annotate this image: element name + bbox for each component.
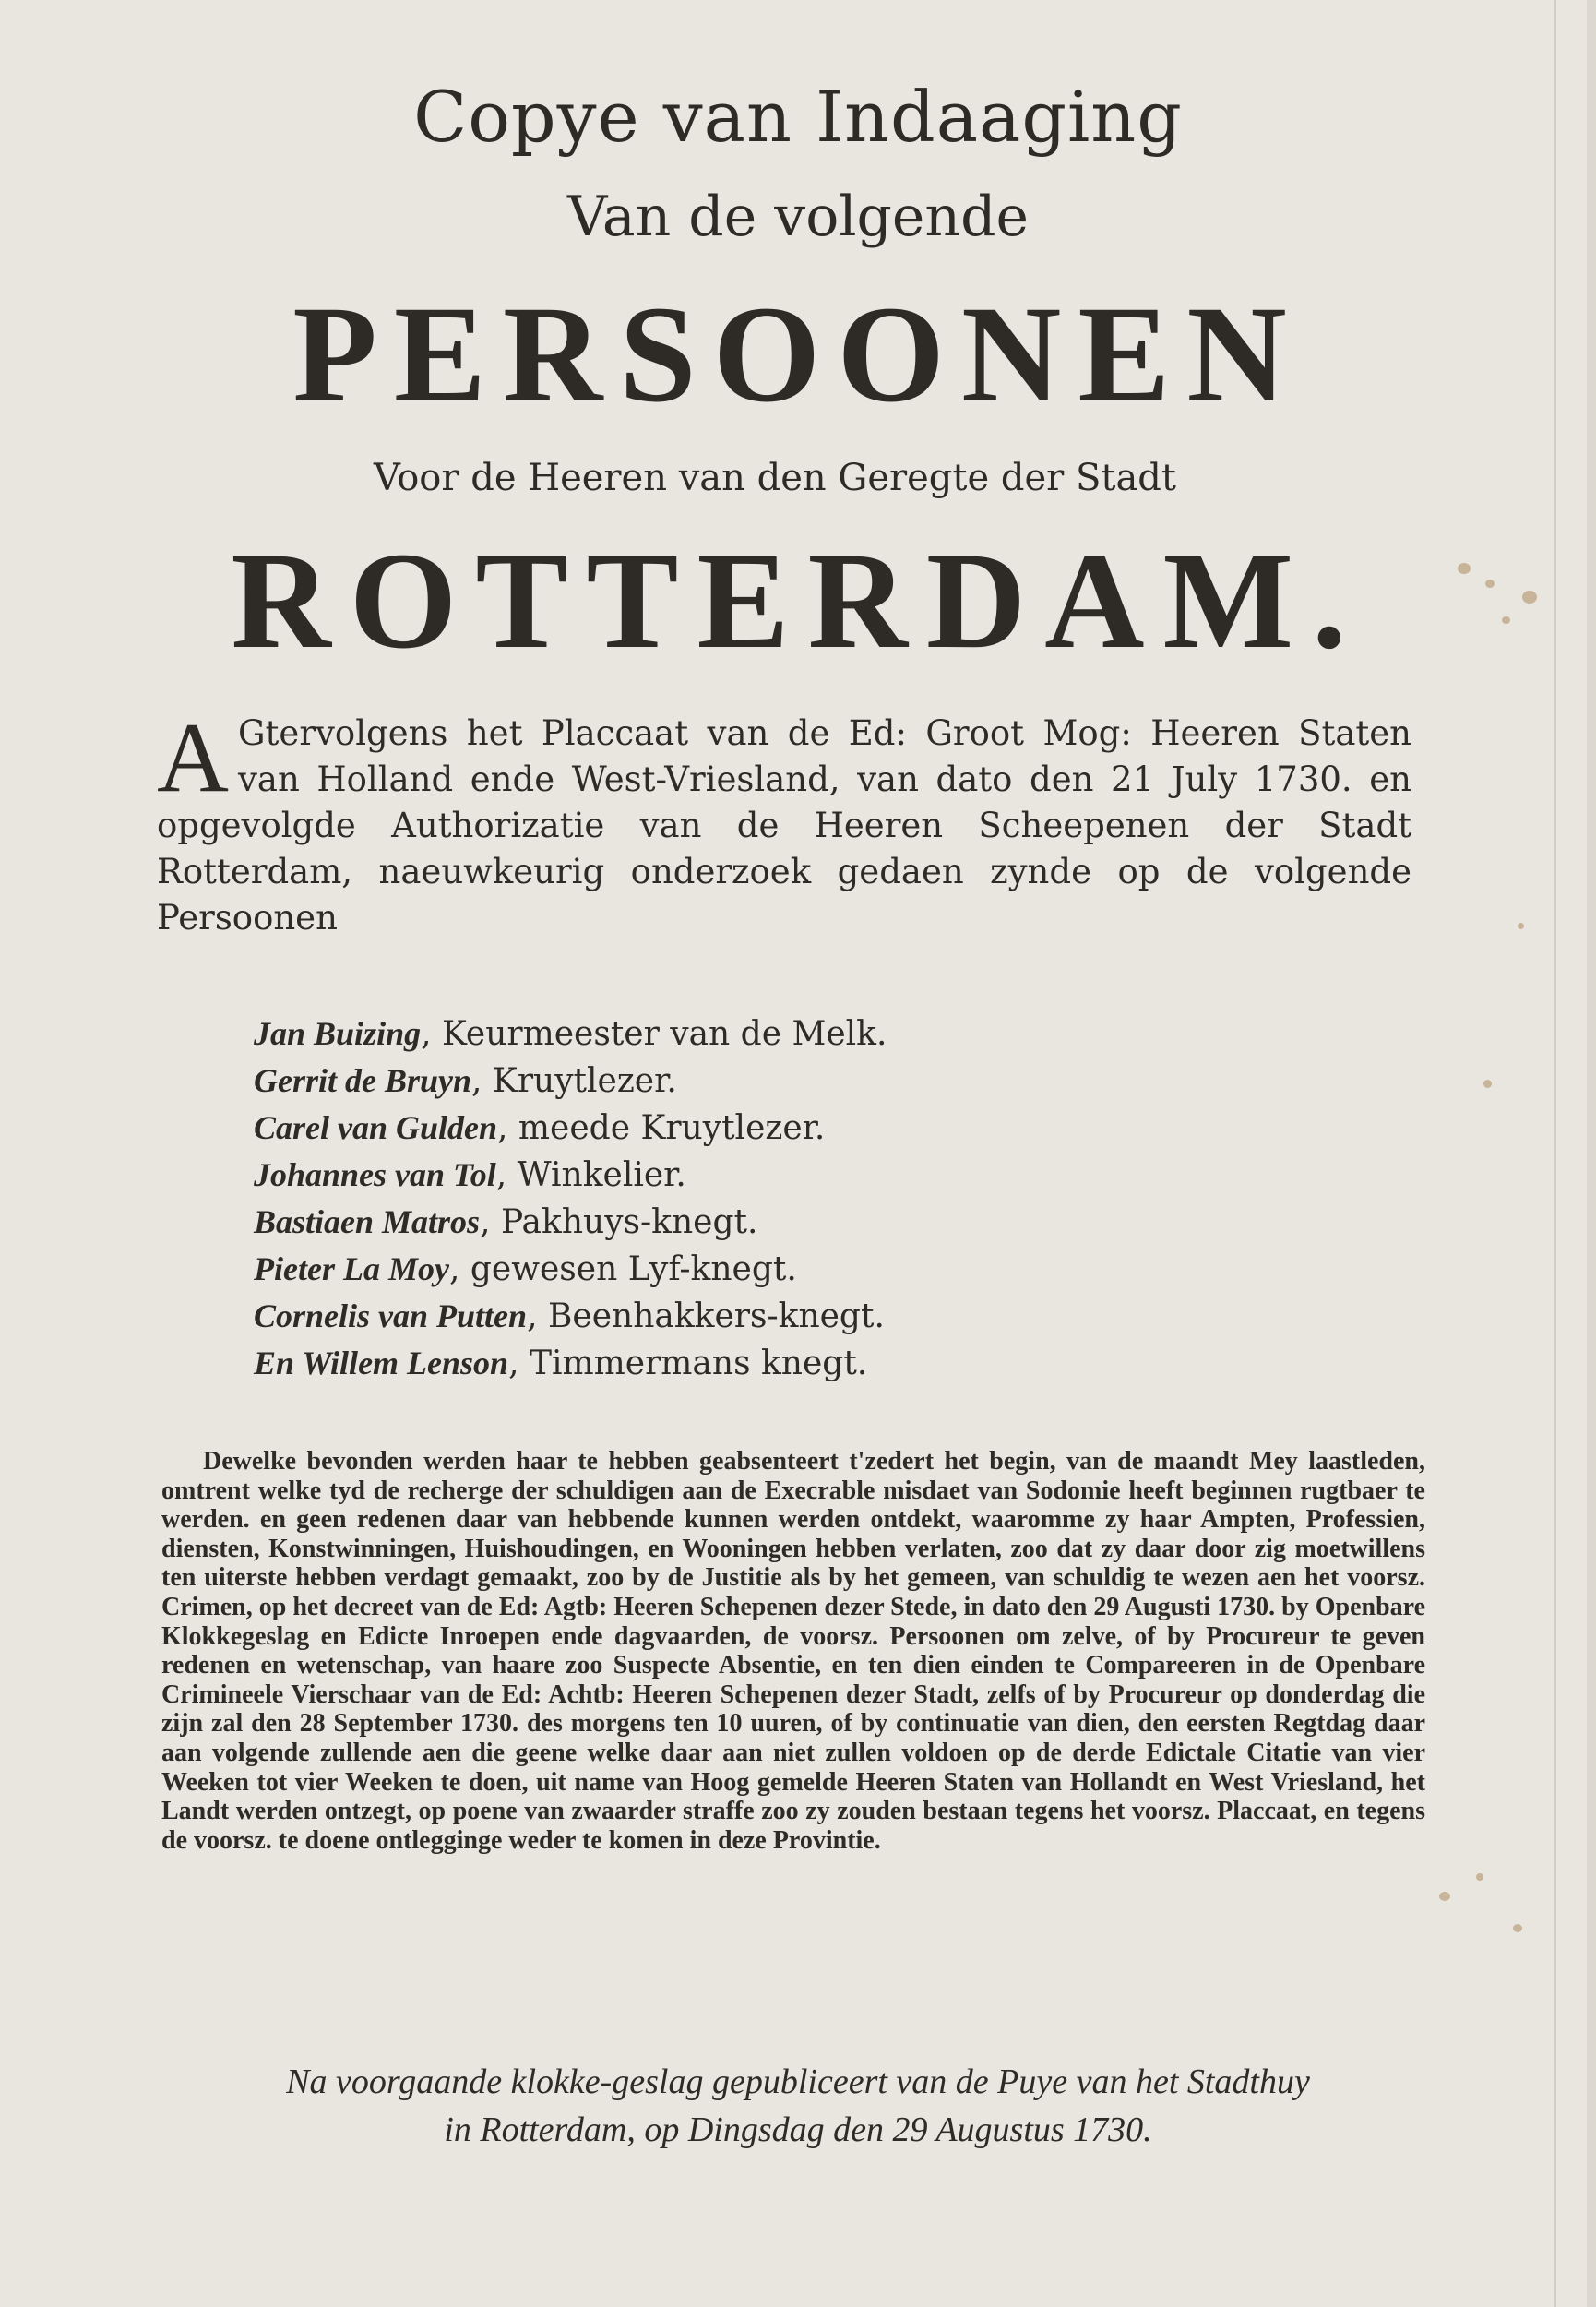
- person-entry: [254, 1010, 1176, 1058]
- person-entry: [254, 1199, 1176, 1246]
- persons-list: [254, 1010, 1176, 1387]
- heading-persoonen: PERSOONEN: [292, 278, 1304, 431]
- foxing-spot: [1513, 1924, 1522, 1932]
- foxing-spot: [1483, 1080, 1492, 1088]
- person-role: , Kruytlezer.: [471, 1062, 677, 1100]
- person-name: Gerrit de Bruyn: [254, 1062, 472, 1099]
- person-name: En Willem Lenson: [254, 1345, 509, 1381]
- person-name: Bastiaen Matros: [254, 1203, 481, 1240]
- publication-note: [0, 2058, 1596, 2154]
- person-role: , gewesen Lyf-knegt.: [448, 1250, 797, 1288]
- publication-note-line-2: in Rotterdam, op Dingsdag den 29 Augustus 1730.: [444, 2110, 1152, 2149]
- person-role: , Beenhakkers-knegt.: [527, 1297, 885, 1335]
- person-role: , Winkelier.: [495, 1156, 686, 1194]
- person-entry: [254, 1340, 1176, 1387]
- drop-cap-letter: A: [157, 703, 229, 813]
- person-role: , meede Kruytlezer.: [497, 1109, 826, 1147]
- person-role: , Pakhuys-knegt.: [480, 1203, 758, 1241]
- person-role: , Timmermans knegt.: [508, 1345, 868, 1382]
- person-name: Cornelis van Putten: [254, 1297, 528, 1334]
- heading-copye: Copye van Indaaging: [413, 76, 1183, 158]
- person-name: Jan Buizing: [254, 1015, 422, 1052]
- foxing-spot: [1518, 923, 1524, 929]
- heading-van-de-volgende: Van de volgende: [567, 185, 1029, 249]
- intro-paragraph: [157, 703, 1411, 941]
- person-entry: [254, 1058, 1176, 1105]
- person-entry: [254, 1246, 1176, 1293]
- person-role: , Keurmeester van de Melk.: [421, 1015, 887, 1053]
- summons-paragraph: Dewelke bevonden werden haar te hebben geabsenteert t'zedert het begin, van de maandt Mey laastleden, omtrent welke tyd de recherge der schuldigen aan de Execrable misdaet van Sodomie heeft beginnen rugtbaer te werden. en geen redenen daar van hebbende kunnen werden ontdekt, waaromme zy haar Ampten, Professien, diensten, Konstwinningen, Huishoudingen, en Wooningen hebben verlaten, zoo dat zy daar door zig moetwillens ten uiterste hebben verdagt gemaakt, zoo by de Justitie als by het gemeen, van schuldig te wezen aen het voorsz. Crimen, op het decreet van de Ed: Agtb: Heeren Schepenen dezer Stede, in dato den 29 Augusti 1730. by Openbare Klokkegeslag en Edicte Inroepen ende dagvaarden, de voorsz. Persoonen om zelve, of by Procureur te geven redenen en wetenschap, van haare zoo Suspecte Absentie, en ten dien einden te Compareeren in de Openbare Crimineele Vierschaar van de Ed: Achtb: Heeren Schepenen dezer Stadt, zelfs of by Procureur op donderdag die zijn zal den 28 September 1730. des morgens ten 10 uuren, of by continuatie van dien, den eersten Regtdag daar aan volgende zullende aen die geene welke daar aan niet zullen voldoen op de derde Edictale Citatie van vier Weeken tot vier Weeken te doen, uit name van Hoog gemelde Heeren Staten van Hollandt en West Vriesland, het Landt werden ontzegt, op poene van zwaarder straffe zoo zy zouden bestaan tegens het voorsz. Placcaat, en tegens de voorsz. te doene ontlegginge weder te komen in deze Provintie.: [161, 1447, 1425, 1855]
- heading-rotterdam: ROTTERDAM.: [231, 524, 1365, 677]
- person-name: Pieter La Moy: [254, 1250, 449, 1287]
- intro-text: Gtervolgens het Placcaat van de Ed: Groot Mog: Heeren Staten van Holland ende West-Vriesland, van dato den 21 July 1730. en opgevolgde Authorizatie van de Heeren Scheepenen der Stadt Rotterdam, naeuwkeurig onderzoek gedaen zynde op de volgende Persoonen: [157, 713, 1411, 938]
- person-entry: [254, 1152, 1176, 1199]
- foxing-spot: [1476, 1873, 1483, 1881]
- person-name: Carel van Gulden: [254, 1109, 498, 1146]
- foxing-spot: [1439, 1892, 1450, 1901]
- publication-note-line-1: Na voorgaande klokke-geslag gepubliceert van de Puye van het Stadthuy: [286, 2062, 1310, 2101]
- heading-geregte: Voor de Heeren van den Geregte der Stadt: [374, 457, 1176, 499]
- person-entry: [254, 1105, 1176, 1152]
- person-entry: [254, 1293, 1176, 1340]
- person-name: Johannes van Tol: [254, 1156, 496, 1193]
